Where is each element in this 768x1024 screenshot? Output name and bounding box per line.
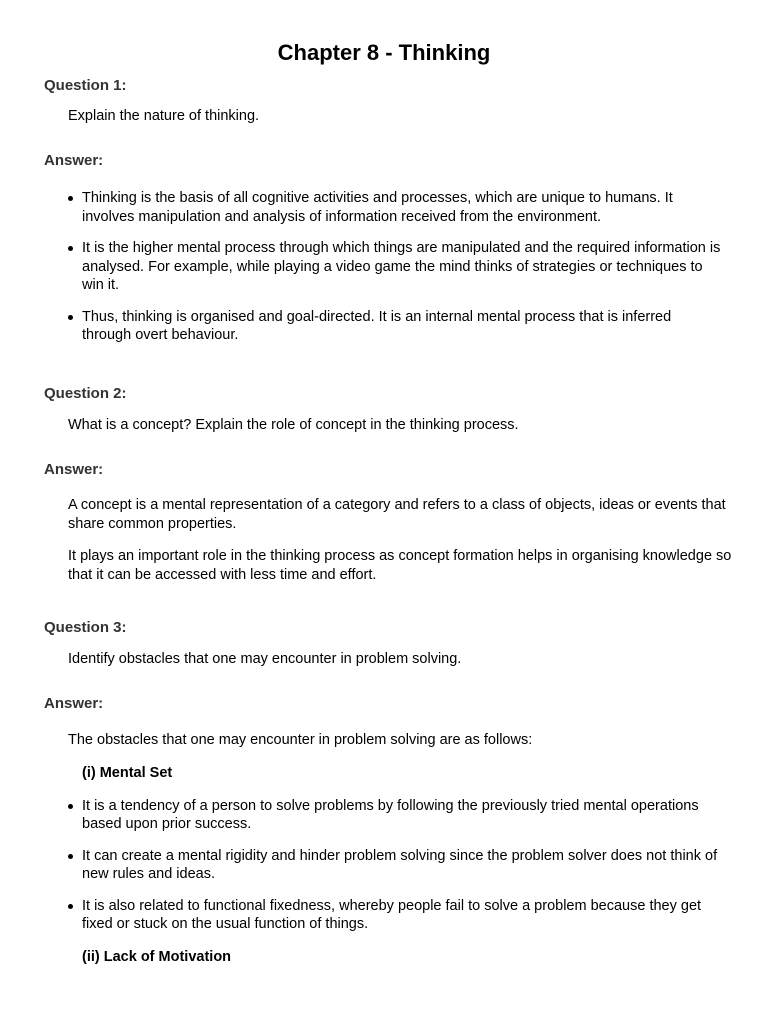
subheading-lack-of-motivation: (ii) Lack of Motivation: [82, 948, 232, 965]
question-3-label: Question 3:: [44, 619, 127, 636]
answer-1-list: [44, 189, 734, 345]
answer-3-label: Answer:: [44, 695, 104, 712]
answer-2-label: Answer:: [44, 461, 104, 478]
question-2-section: [44, 384, 734, 584]
bullet-icon: [68, 246, 73, 251]
list-item: [44, 847, 722, 884]
list-item: [44, 189, 722, 226]
answer-3-list: [44, 797, 734, 934]
question-1-label: Question 1:: [44, 77, 127, 94]
list-item-text: It can create a mental rigidity and hinder problem solving since the problem solver does not think of new rules and ideas.: [82, 847, 718, 882]
question-1-section: [44, 76, 734, 345]
list-item: [44, 239, 722, 295]
question-2-label: Question 2:: [44, 385, 127, 402]
page-title: Chapter 8 - Thinking: [277, 40, 491, 65]
bullet-icon: [68, 904, 73, 909]
question-2-text: What is a concept? Explain the role of concept in the thinking process.: [68, 417, 519, 433]
subheading-mental-set: (i) Mental Set: [82, 764, 173, 781]
list-item-text: Thinking is the basis of all cognitive activities and processes, which are unique to humans. It involves manipulation and analysis of information received from the environment.: [82, 190, 673, 225]
list-item-text: It is also related to functional fixedness, whereby people fail to solve a problem because they get fixed or stuck on the usual function of things.: [82, 897, 702, 932]
bullet-icon: [68, 854, 73, 859]
answer-1-label: Answer:: [44, 152, 104, 169]
answer-2-paragraph: A concept is a mental representation of a category and refers to a class of objects, ideas or events that share common properties.: [68, 497, 726, 532]
list-item: [44, 308, 722, 345]
bullet-icon: [68, 196, 73, 201]
list-item-text: It is a tendency of a person to solve problems by following the previously tried mental operations based upon prior success.: [82, 797, 699, 832]
bullet-icon: [68, 315, 73, 320]
answer-2-paragraph: It plays an important role in the thinking process as concept formation helps in organising knowledge so that it can be accessed with less time and effort.: [68, 548, 732, 583]
question-1-text: Explain the nature of thinking.: [68, 108, 260, 124]
list-item: [44, 897, 722, 934]
list-item-text: Thus, thinking is organised and goal-directed. It is an internal mental process that is inferred through overt behaviour.: [82, 308, 672, 343]
bullet-icon: [68, 804, 73, 809]
question-3-section: [44, 618, 734, 967]
question-3-text: Identify obstacles that one may encounter in problem solving.: [68, 651, 462, 667]
list-item: [44, 797, 722, 834]
answer-3-intro: The obstacles that one may encounter in problem solving are as follows:: [68, 732, 533, 748]
list-item-text: It is the higher mental process through which things are manipulated and the required information is analysed. For example, while playing a video game the mind thinks of strategies or techniques to win it.: [82, 240, 721, 293]
